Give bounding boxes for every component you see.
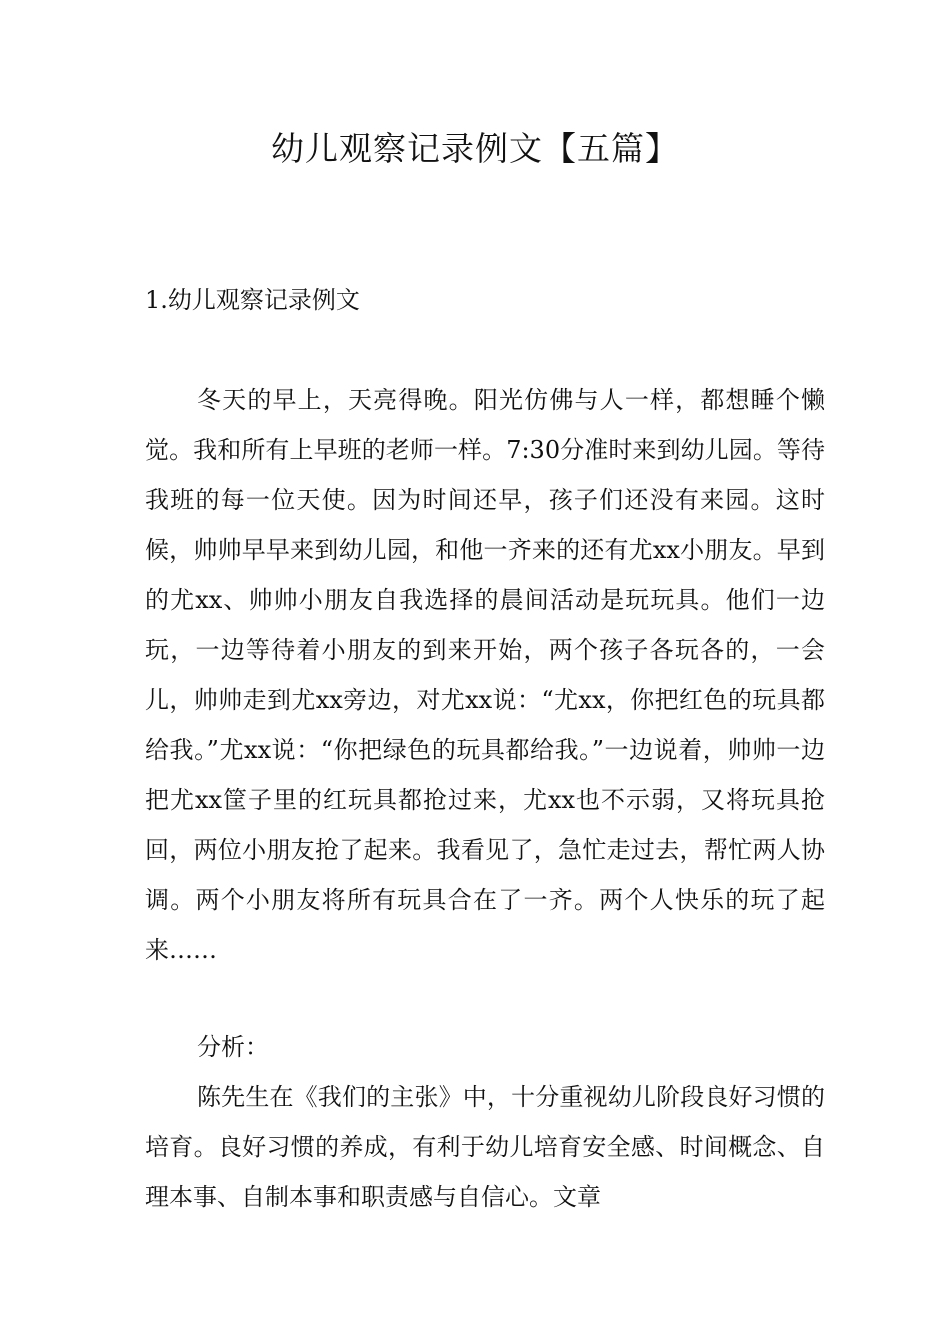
analysis-label: 分析： <box>197 1033 269 1061</box>
analysis-paragraph: 陈先生在《我们的主张》中，十分重视幼儿阶段良好习惯的培育。良好习惯的养成，有利于幼儿培育安全感、时间概念、自理本事、自制本事和职责感与自信心。文章 <box>145 1083 825 1211</box>
document-title: 幼儿观察记录例文【五篇】 <box>271 129 679 168</box>
observation-paragraph: 冬天的早上，天亮得晚。阳光仿佛与人一样，都想睡个懒觉。我和所有上早班的老师一样。7:30分准时来到幼儿园。等待我班的每一位天使。因为时间还早，孩子们还没有来园。这时候，帅帅早早来到幼儿园，和他一齐来的还有尤xx小朋友。早到的尤xx、帅帅小朋友自我选择的晨间活动是玩玩具。他们一边玩，一边等待着小朋友的到来开始，两个孩子各玩各的，一会儿，帅帅走到尤xx旁边，对尤xx说：“尤xx，你把红色的玩具都给我。”尤xx说：“你把绿色的玩具都给我。”一边说着，帅帅一边把尤xx筐子里的红玩具都抢过来，尤xx也不示弱，又将玩具抢回，两位小朋友抢了起来。我看见了，急忙走过去，帮忙两人协调。两个小朋友将所有玩具合在了一齐。两个人快乐的玩了起来…… <box>145 386 825 964</box>
section-heading: 1.幼儿观察记录例文 <box>145 286 360 314</box>
